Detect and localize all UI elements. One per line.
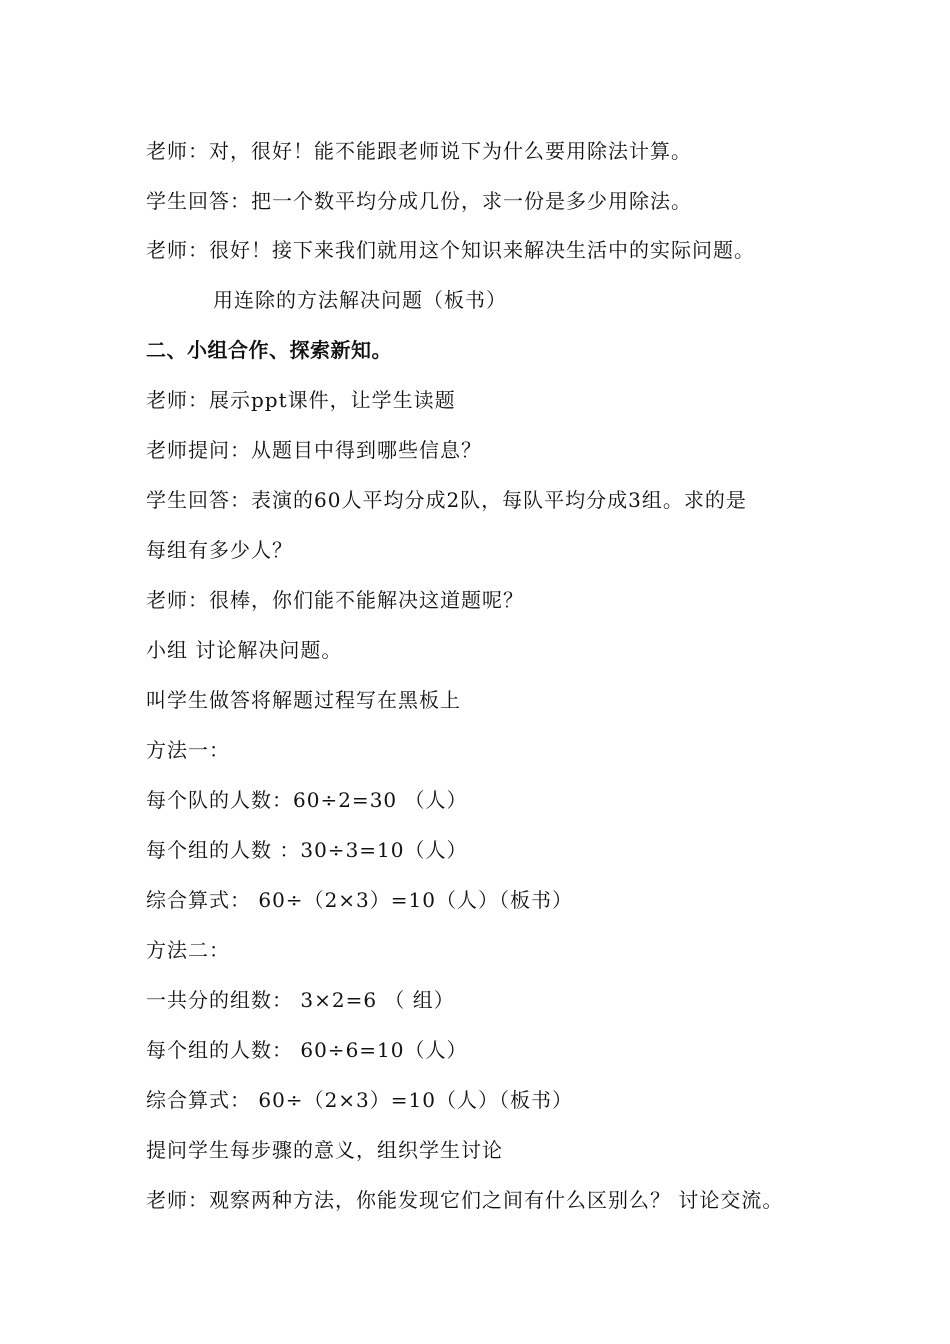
- text-line-group-discussion: 小组 讨论解决问题。: [146, 638, 343, 662]
- text-line-write-on-board: 叫学生做答将解题过程写在黑板上: [146, 688, 461, 712]
- text-line-student-answer-division: 学生回答：把一个数平均分成几份，求一份是多少用除法。: [146, 189, 692, 213]
- text-line-teacher-ask-why-division: 老师：对，很好！能不能跟老师说下为什么要用除法计算。: [146, 139, 692, 163]
- method-one-heading: 方法一：: [146, 738, 230, 762]
- section-heading: 二、小组合作、探索新知。: [146, 338, 392, 362]
- text-line-teacher-praise: 老师：很棒，你们能不能解决这道题呢？: [146, 588, 524, 612]
- method-two-combined-formula: 综合算式： 60÷（2×3）=10（人）（板书）: [146, 1088, 573, 1112]
- text-line-student-answer-info: 学生回答：表演的60人平均分成2队，每队平均分成3组。求的是: [146, 488, 747, 512]
- text-line-show-ppt: 老师：展示ppt课件，让学生读题: [146, 388, 456, 412]
- method-one-step-two: 每个组的人数 ：30÷3=10（人）: [146, 838, 468, 862]
- text-line-teacher-question: 老师提问：从题目中得到哪些信息？: [146, 438, 482, 462]
- blackboard-title: 用连除的方法解决问题（板书）: [213, 288, 507, 312]
- method-two-step-one: 一共分的组数： 3×2=6 （ 组）: [146, 988, 455, 1012]
- method-two-step-two: 每个组的人数： 60÷6=10（人）: [146, 1038, 468, 1062]
- method-one-combined-formula: 综合算式： 60÷（2×3）=10（人）（板书）: [146, 888, 573, 912]
- text-line-compare-methods: 老师：观察两种方法，你能发现它们之间有什么区别么？ 讨论交流。: [146, 1188, 784, 1212]
- text-line-teacher-real-problems: 老师：很好！接下来我们就用这个知识来解决生活中的实际问题。: [146, 238, 755, 262]
- method-one-step-one: 每个队的人数：60÷2=30 （人）: [146, 788, 468, 812]
- method-two-heading: 方法二：: [146, 938, 230, 962]
- text-line-answer-continued: 每组有多少人？: [146, 538, 293, 562]
- text-line-ask-meaning: 提问学生每步骤的意义，组织学生讨论: [146, 1138, 503, 1162]
